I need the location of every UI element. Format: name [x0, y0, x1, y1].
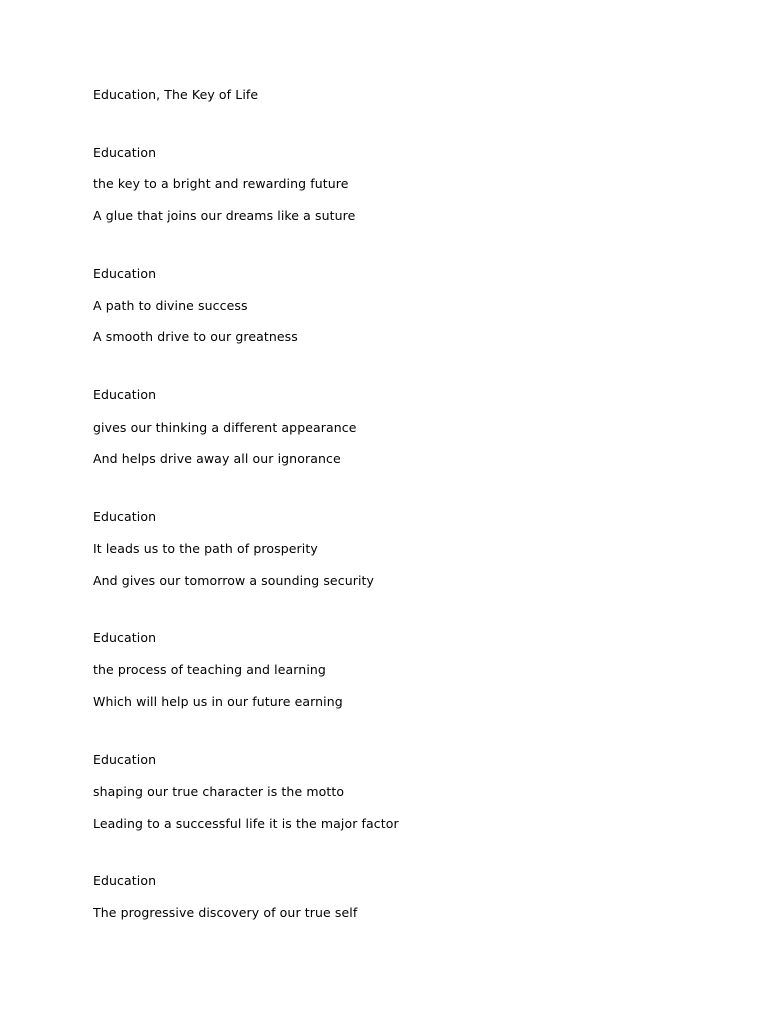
stanza-line: Leading to a successful life it is the major factor — [93, 816, 399, 831]
stanza-line: the key to a bright and rewarding future — [93, 176, 349, 191]
document-title: Education, The Key of Life — [93, 87, 259, 102]
stanza-line: It leads us to the path of prosperity — [93, 541, 318, 556]
stanza-line: A path to divine success — [93, 298, 248, 313]
stanza-line: And helps drive away all our ignorance — [93, 451, 341, 466]
stanza-heading: Education — [93, 509, 157, 524]
stanza-heading: Education — [93, 752, 157, 767]
stanza-heading: Education — [93, 145, 157, 160]
stanza-line: gives our thinking a different appearance — [93, 420, 357, 435]
stanza-line: And gives our tomorrow a sounding security — [93, 573, 375, 588]
stanza-heading: Education — [93, 630, 157, 645]
stanza-line: shaping our true character is the motto — [93, 784, 345, 799]
stanza-line: A smooth drive to our greatness — [93, 329, 298, 344]
stanza-line: The progressive discovery of our true self — [93, 905, 358, 920]
stanza-line: the process of teaching and learning — [93, 662, 326, 677]
stanza-line: Which will help us in our future earning — [93, 694, 343, 709]
stanza-heading: Education — [93, 266, 157, 281]
stanza-heading: Education — [93, 873, 157, 888]
stanza-heading: Education — [93, 387, 157, 402]
stanza-line: A glue that joins our dreams like a suture — [93, 208, 356, 223]
